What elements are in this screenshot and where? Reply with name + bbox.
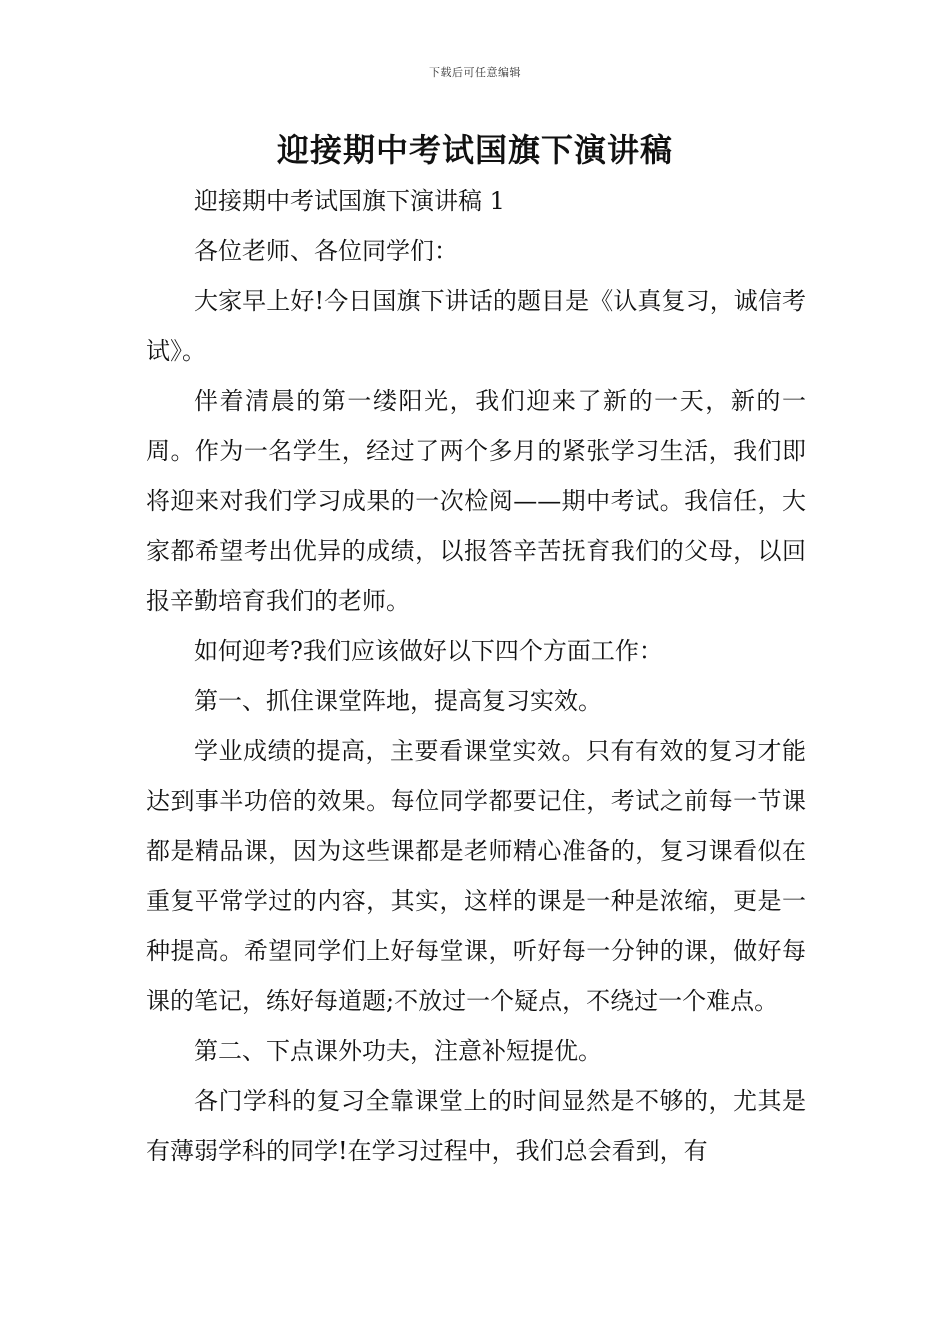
document-title: 迎接期中考试国旗下演讲稿 bbox=[276, 131, 673, 169]
paragraph-point-two-heading: 第二、下点课外功夫，注意补短提优。 bbox=[194, 1037, 602, 1065]
paragraph-opening: 大家早上好!今日国旗下讲话的题目是《认真复习，诚信考试》。 bbox=[146, 287, 806, 365]
paragraph-point-one-body: 学业成绩的提高，主要看课堂实效。只有有效的复习才能达到事半功倍的效果。每位同学都要记住，考试之前每一节课都是精品课，因为这些课都是老师精心准备的，复习课看似在重复平常学过的内容，其实，这样的课是一种是浓缩，更是一种提高。希望同学们上好每堂课，听好每一分钟的课，做好每课的笔记，练好每道题;不放过一个疑点，不绕过一个难点。 bbox=[146, 737, 806, 1015]
paragraph-question: 如何迎考?我们应该做好以下四个方面工作： bbox=[194, 637, 663, 665]
paragraph-greeting: 各位老师、各位同学们： bbox=[194, 237, 458, 265]
paragraph-subtitle: 迎接期中考试国旗下演讲稿 1 bbox=[194, 187, 505, 215]
paragraph-point-two-body: 各门学科的复习全靠课堂上的时间显然是不够的，尤其是有薄弱学科的同学!在学习过程中，我们总会看到，有 bbox=[146, 1087, 806, 1165]
paragraph-point-one-heading: 第一、抓住课堂阵地，提高复习实效。 bbox=[194, 687, 602, 715]
header-note: 下载后可任意编辑 bbox=[429, 66, 521, 79]
document-body bbox=[146, 176, 806, 1176]
paragraph-intro: 伴着清晨的第一缕阳光，我们迎来了新的一天，新的一周。作为一名学生，经过了两个多月的紧张学习生活，我们即将迎来对我们学习成果的一次检阅——期中考试。我信任，大家都希望考出优异的成绩，以报答辛苦抚育我们的父母，以回报辛勤培育我们的老师。 bbox=[146, 387, 806, 615]
